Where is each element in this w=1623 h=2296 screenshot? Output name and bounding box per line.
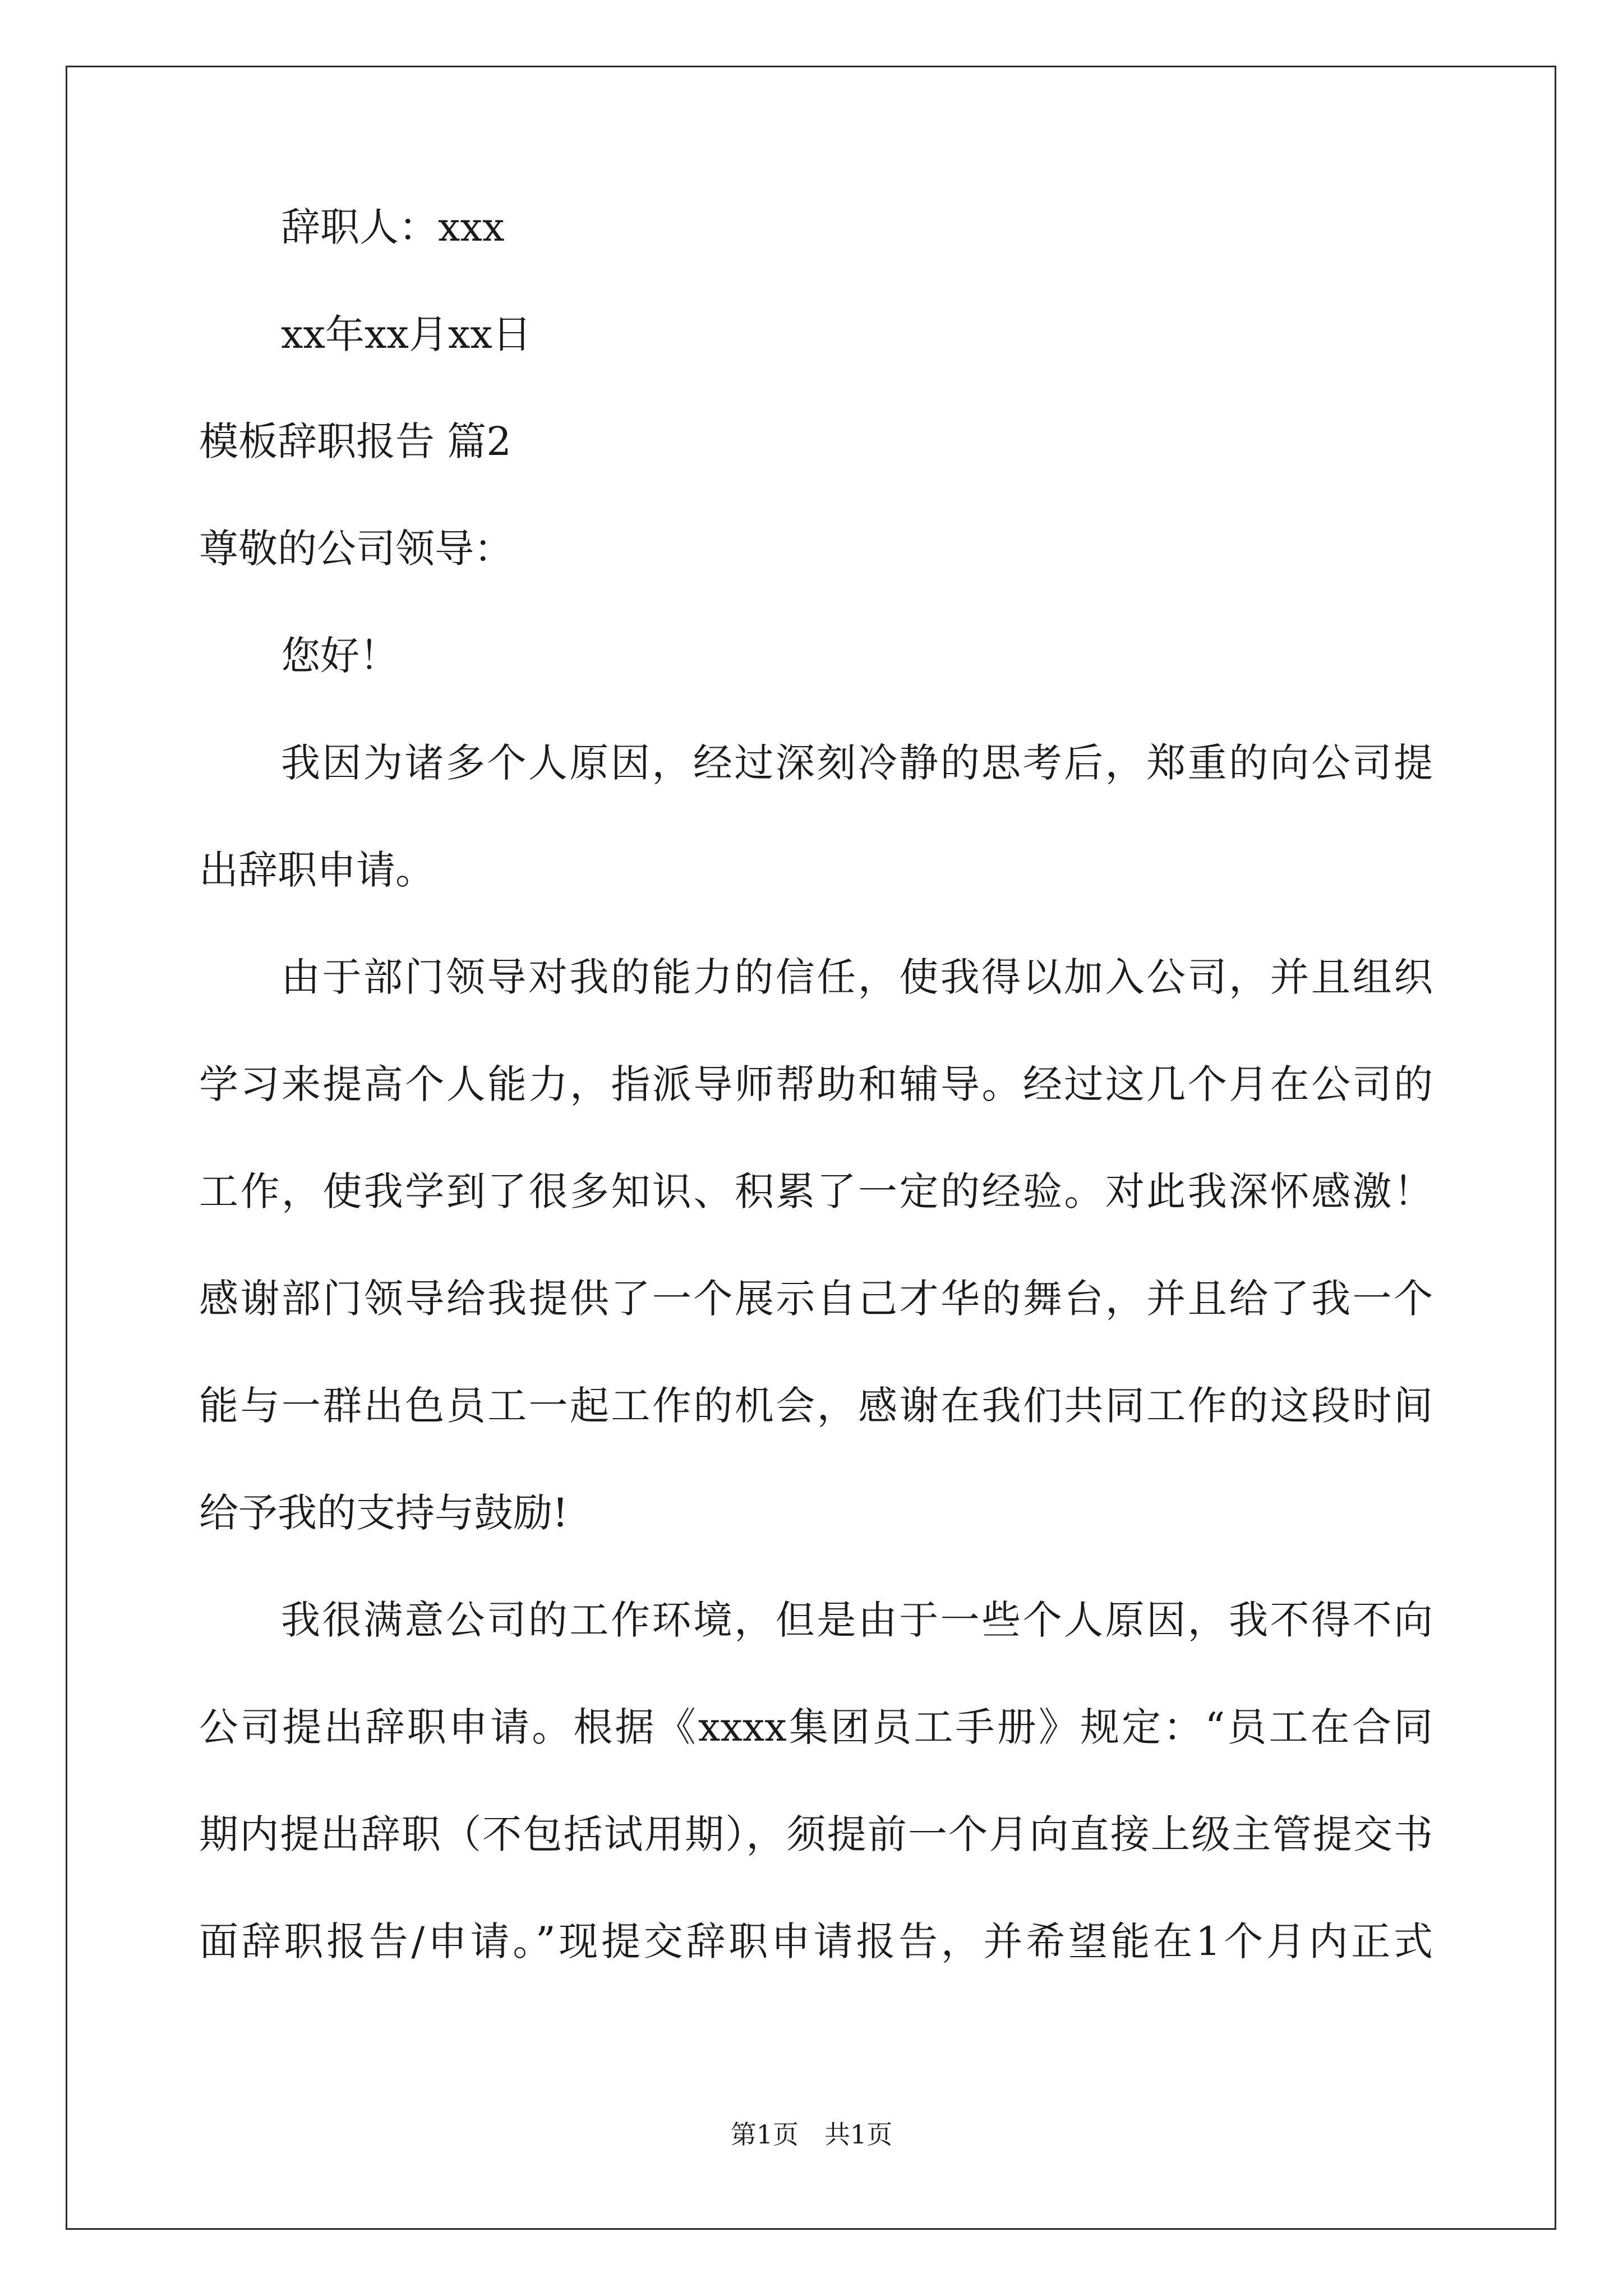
paragraph-line: 工作，使我学到了很多知识、积累了一定的经验。对此我深怀感激！ <box>199 1168 1433 1214</box>
section-title: 模板辞职报告 篇2 <box>199 418 511 464</box>
page-footer: 第1页 共1页 <box>730 2119 893 2150</box>
document-body <box>199 199 1433 2021</box>
paragraph-line: 出辞职申请。 <box>199 847 435 893</box>
paragraph-line: 公司提出辞职申请。根据《xxxx集团员工手册》规定：“员工在合同 <box>199 1704 1433 1750</box>
paragraph-line: 我因为诸多个人原因，经过深刻冷静的思考后，郑重的向公司提 <box>281 740 1433 786</box>
paragraph-line: 期内提出辞职（不包括试用期），须提前一个月向直接上级主管提交书 <box>199 1811 1433 1857</box>
date-line: xx年xx月xx日 <box>281 311 532 357</box>
paragraph-line: 由于部门领导对我的能力的信任，使我得以加入公司，并且组织 <box>281 954 1433 1000</box>
greeting: 您好！ <box>281 633 399 679</box>
salutation: 尊敬的公司领导： <box>199 526 513 572</box>
paragraph-line: 给予我的支持与鼓励! <box>199 1490 569 1536</box>
paragraph-line: 我很满意公司的工作环境，但是由于一些个人原因，我不得不向 <box>281 1597 1433 1643</box>
paragraph-line: 感谢部门领导给我提供了一个展示自己才华的舞台，并且给了我一个 <box>199 1276 1433 1322</box>
paragraph-line: 面辞职报告/申请。”现提交辞职申请报告，并希望能在1个月内正式 <box>199 1918 1433 1964</box>
paragraph-line: 能与一群出色员工一起工作的机会，感谢在我们共同工作的这段时间 <box>199 1383 1433 1429</box>
signer-line: 辞职人：xxx <box>281 204 505 250</box>
paragraph-line: 学习来提高个人能力，指派导师帮助和辅导。经过这几个月在公司的 <box>199 1061 1433 1107</box>
